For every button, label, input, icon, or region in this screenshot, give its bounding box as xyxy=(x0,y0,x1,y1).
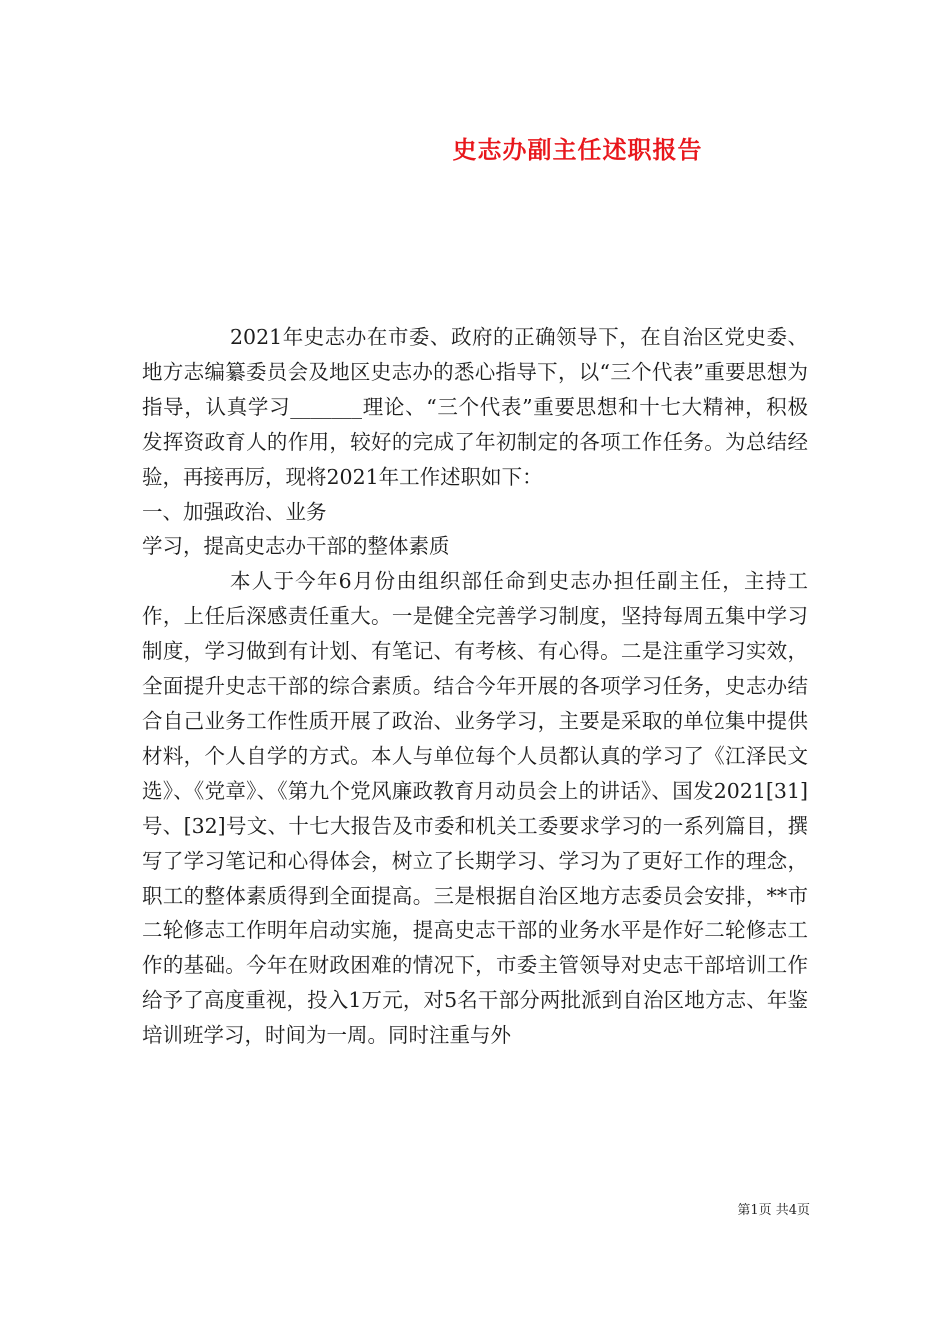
page-footer: 第1页 共4页 xyxy=(737,1203,810,1218)
paragraph-section-1: 本人于今年6月份由组织部任命到史志办担任副主任，主持工作，上任后深感责任重大。一是健全完善学习制度，坚持每周五集中学习制度，学习做到有计划、有笔记、有考核、有心得。二是注重学习实效，全面提升史志干部的综合素质。结合今年开展的各项学习任务，史志办结合自己业务工作性质开展了政治、业务学习，主要是采取的单位集中提供材料，个人自学的方式。本人与单位每个人员都认真的学习了《江泽民文选》、《党章》、《第九个党风廉政教育月动员会上的讲话》、国发2021[31]号、[32]号文、十七大报告及市委和机关工委要求学习的一系列篇目，撰写了学习笔记和心得体会，树立了长期学习、学习为了更好工作的理念，职工的整体素质得到全面提高。三是根据自治区地方志委员会安排，**市二轮修志工作明年启动实施，提高史志干部的业务水平是作好二轮修志工作的基础。今年在财政困难的情况下，市委主管领导对史志干部培训工作给予了高度重视，投入1万元，对5名干部分两批派到自治区地方志、年鉴培训班学习，时间为一周。同时注重与外 xyxy=(142,569,808,1048)
document-title: 史志办副主任述职报告 xyxy=(452,135,703,164)
paragraph-intro: 2021年史志办在市委、政府的正确领导下，在自治区党史委、地方志编纂委员会及地区史志办的悉心指导下，以“三个代表”重要思想为指导，认真学习_______理论、“三个代表”重要思想和十七大精神，积极发挥资政育人的作用，较好的完成了年初制定的各项工作任务。为总结经验，再接再厉，现将2021年工作述职如下： xyxy=(142,325,808,489)
section-heading-line-2: 学习，提高史志办干部的整体素质 xyxy=(142,534,450,559)
section-heading-line-1: 一、加强政治、业务 xyxy=(142,499,327,524)
document-body xyxy=(142,320,808,1053)
